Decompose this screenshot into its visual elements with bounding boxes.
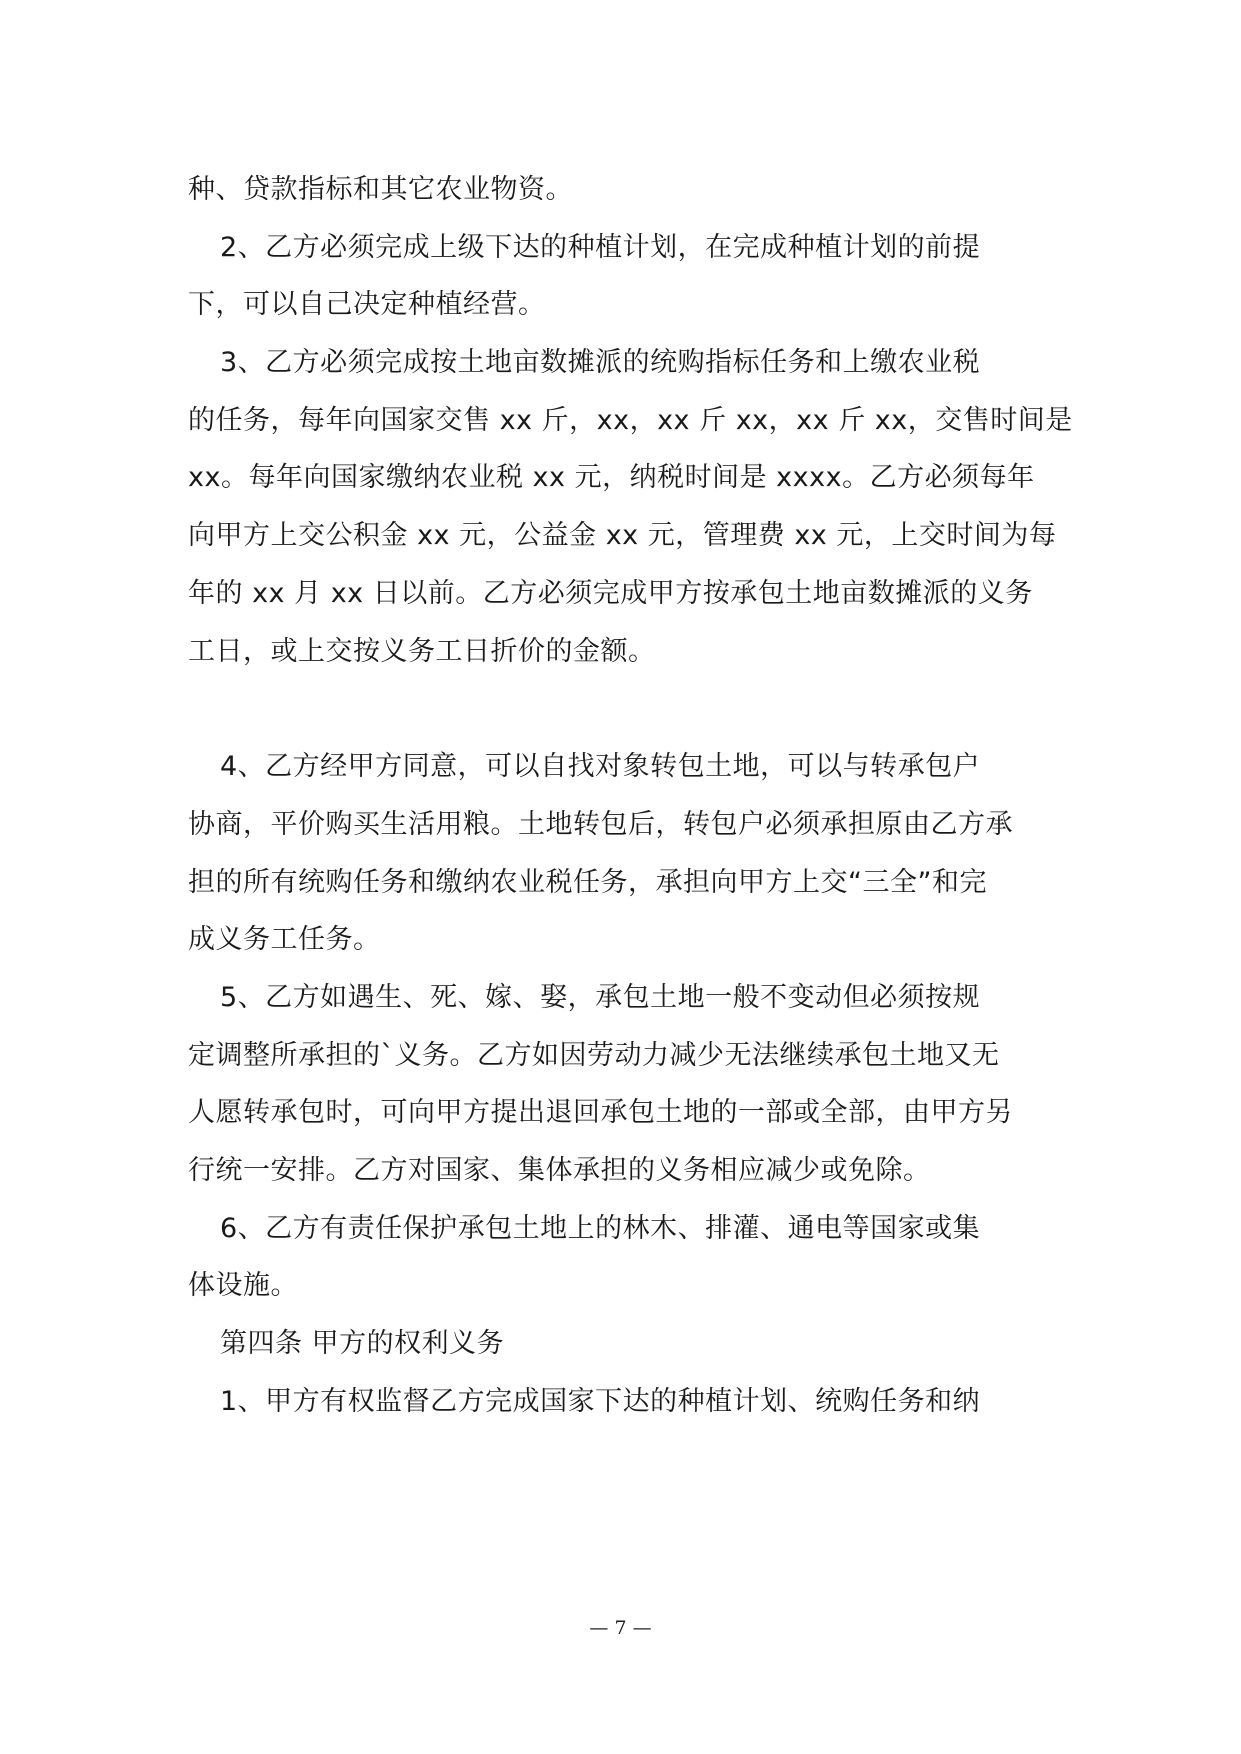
text-line: 工日，或上交按义务工日折价的金额。 (188, 636, 656, 667)
text-line: 3、乙方必须完成按土地亩数摊派的统购指标任务和上缴农业税 (220, 347, 981, 378)
text-line: 6、乙方有责任保护承包土地上的林木、排灌、通电等国家或集 (220, 1213, 981, 1244)
text-line: 协商，平价购买生活用粮。土地转包后，转包户必须承担原由乙方承 (188, 809, 1013, 840)
text-line: 2、乙方必须完成上级下达的种植计划，在完成种植计划的前提 (220, 232, 981, 263)
text-line: 向甲方上交公积金 xx 元，公益金 xx 元，管理费 xx 元，上交时间为每 (188, 520, 1057, 551)
text-line: 下，可以自己决定种植经营。 (188, 289, 546, 320)
section-heading: 第四条 甲方的权利义务 (220, 1328, 505, 1359)
text-line: 1、甲方有权监督乙方完成国家下达的种植计划、统购任务和纳 (220, 1386, 981, 1417)
text-line: xx。每年向国家缴纳农业税 xx 元，纳税时间是 xxxx。乙方必须每年 (188, 462, 1035, 493)
text-line: 担的所有统购任务和缴纳农业税任务，承担向甲方上交“三全”和完 (188, 867, 987, 898)
text-line: 的任务，每年向国家交售 xx 斤，xx，xx 斤 xx，xx 斤 xx，交售时间是 (188, 405, 1073, 436)
text-line: 成义务工任务。 (188, 924, 381, 955)
text-line: 4、乙方经甲方同意，可以自找对象转包土地，可以与转承包户 (220, 751, 981, 782)
text-line: 年的 xx 月 xx 日以前。乙方必须完成甲方按承包土地亩数摊派的义务 (188, 578, 1033, 609)
text-line: 体设施。 (188, 1270, 298, 1301)
text-line: 定调整所承担的`义务。乙方如因劳动力减少无法继续承包土地又无 (188, 1040, 1000, 1071)
page-number: — 7 — (589, 1617, 652, 1639)
text-line: 人愿转承包时，可向甲方提出退回承包土地的一部或全部，由甲方另 (188, 1097, 1013, 1128)
text-line: 种、贷款指标和其它农业物资。 (188, 174, 573, 205)
text-line: 5、乙方如遇生、死、嫁、娶，承包土地一般不变动但必须按规 (220, 982, 981, 1013)
text-line: 行统一安排。乙方对国家、集体承担的义务相应减少或免除。 (188, 1155, 931, 1186)
